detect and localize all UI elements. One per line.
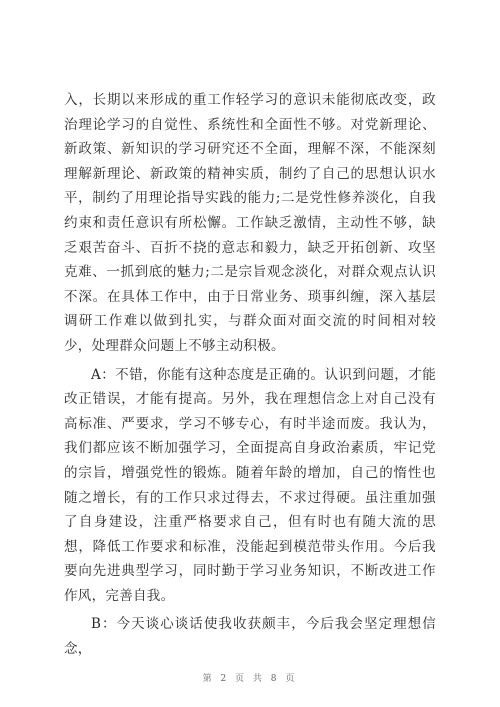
page-number-footer: 第 2 页 共 8 页 bbox=[202, 674, 298, 684]
paragraph-answer-a: A：不错，你能有这种态度是正确的。认识到问题，才能改正错误，才能有提高。另外，我在理想信念上对自己没有高标准、严要求，学习不够专心，有时半途而废。我认为，我们都应该不断加强学习，全面提高自身政治素质，牢记党的宗旨，增强党性的锻炼。随着年龄的增加，自己的惰性也随之增长，有的工作只求过得去，不求过得硬。虽注重加强了自身建设，注重严格要求自己，但有时也有随大流的思想，降低工作要求和标准，没能起到模范带头作用。今后我要向先进典型学习，同时勤于学习业务知识，不断改进工作作风，完善自我。 bbox=[64, 366, 436, 604]
document-body bbox=[64, 88, 436, 662]
paragraph-continued: 入，长期以来形成的重工作轻学习的意识未能彻底改变，政治理论学习的自觉性、系统性和全面性不够。对党新理论、新政策、新知识的学习研究还不全面，理解不深，不能深刻理解新理论、新政策的精神实质，制约了自己的思想认识水平，制约了用理论指导实践的能力;二是党性修养淡化，自我约束和责任意识有所松懈。工作缺乏激情，主动性不够，缺乏艰苦奋斗、百折不挠的意志和毅力，缺乏开拓创新、攻坚克难、一抓到底的魅力;二是宗旨观念淡化，对群众观点认识不深。在具体工作中，由于日常业务、琐事纠缠，深入基层调研工作难以做到扎实，与群众面对面交流的时间相对较少，处理群众问题上不够主动积极。 bbox=[64, 92, 436, 354]
paragraph-answer-b: B：今天谈心谈话使我收获颇丰，今后我会坚定理想信念， bbox=[64, 616, 436, 658]
